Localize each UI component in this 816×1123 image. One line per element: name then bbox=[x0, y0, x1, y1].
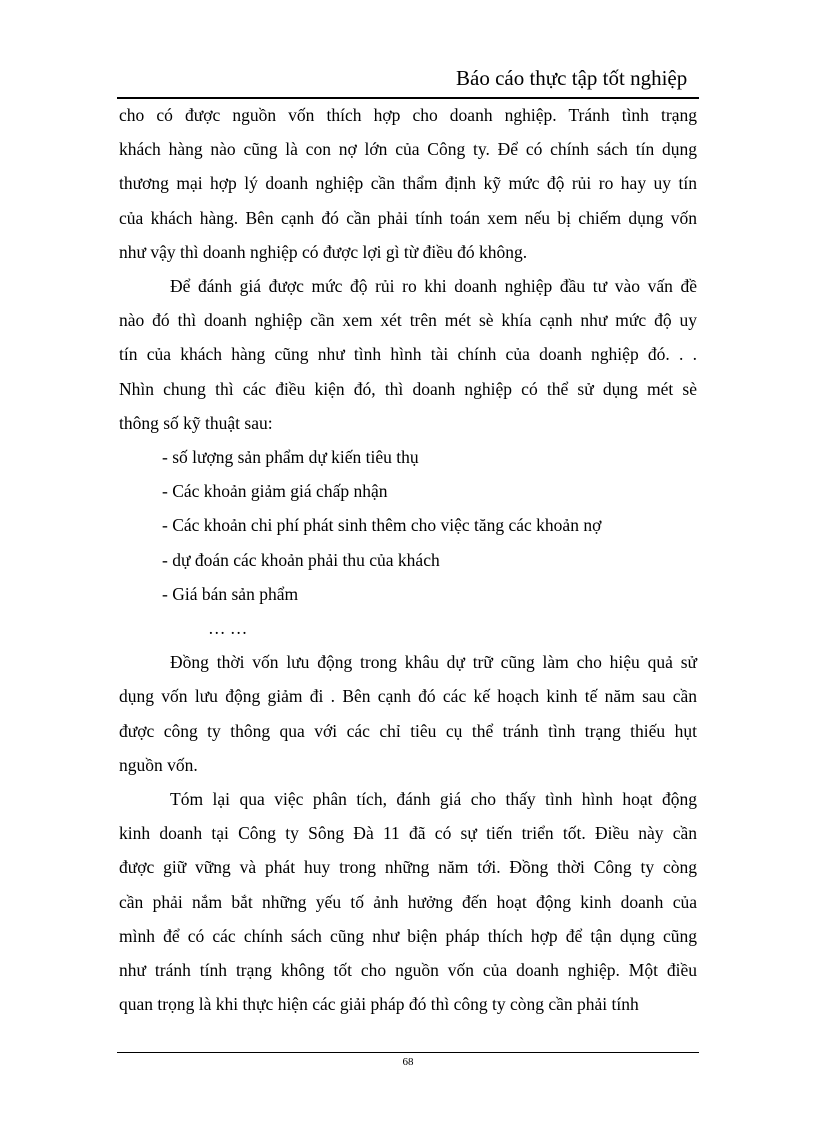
footer-rule bbox=[117, 1052, 699, 1053]
text-line: dụng vốn lưu động giảm đi . Bên cạnh đó các kế hoạch kinh tế năm sau cần bbox=[119, 686, 697, 707]
text-line: tín của khách hàng cũng như tình hình tài chính của doanh nghiệp đó. . . bbox=[119, 344, 697, 365]
text-line: quan trọng là khi thực hiện các giải pháp đó thì công ty còng cần phải tính bbox=[119, 994, 639, 1015]
list-item: - số lượng sản phẩm dự kiến tiêu thụ bbox=[162, 447, 419, 468]
text-line: cần phải nắm bắt những yếu tố ảnh hưởng đến hoạt động kinh doanh của bbox=[119, 891, 697, 912]
list-item: - Các khoản chi phí phát sinh thêm cho việc tăng các khoản nợ bbox=[162, 515, 602, 536]
technical-parameters-list bbox=[119, 440, 697, 645]
list-ellipsis: … … bbox=[208, 618, 248, 639]
page-number: 68 bbox=[402, 1056, 414, 1068]
text-line: thương mại hợp lý doanh nghiệp cần thẩm định kỹ mức độ rủi ro hay uy tín bbox=[119, 173, 697, 194]
text-line: thông số kỹ thuật sau: bbox=[119, 412, 273, 433]
text-line: Đồng thời vốn lưu động trong khâu dự trữ cũng làm cho hiệu quả sử bbox=[170, 652, 697, 673]
text-line: như tránh tính trạng không tốt cho nguồn vốn của doanh nghiệp. Một điều bbox=[119, 960, 697, 981]
text-line: Để đánh giá được mức độ rủi ro khi doanh nghiệp đầu tư vào vấn đề bbox=[170, 276, 697, 297]
page-body bbox=[119, 98, 697, 1021]
text-line: mình để có các chính sách cũng như biện pháp thích hợp để tận dụng cũng bbox=[119, 925, 697, 946]
list-item: - dự đoán các khoản phải thu của khách bbox=[162, 549, 440, 570]
paragraph-risk-assessment bbox=[119, 269, 697, 440]
text-line: như vậy thì doanh nghiệp có được lợi gì từ điều đó không. bbox=[119, 241, 528, 262]
text-line: nào đó thì doanh nghiệp cần xem xét trên mét sè khía cạnh như mức độ uy bbox=[119, 310, 697, 331]
text-line: Tóm lại qua việc phân tích, đánh giá cho thấy tình hình hoạt động bbox=[170, 789, 697, 810]
text-line: khách hàng nào cũng là con nợ lớn của Công ty. Để có chính sách tín dụng bbox=[119, 139, 697, 160]
text-line: cho có được nguồn vốn thích hợp cho doanh nghiệp. Tránh tình trạng bbox=[119, 105, 697, 125]
paragraph-working-capital bbox=[119, 645, 697, 782]
text-line: được công ty thông qua với các chỉ tiêu cụ thể tránh tình trạng thiếu hụt bbox=[119, 720, 697, 741]
list-item: - Giá bán sản phẩm bbox=[162, 583, 299, 604]
paragraph-conclusion bbox=[119, 782, 697, 1021]
paragraph-credit-policy bbox=[119, 98, 697, 269]
text-line: của khách hàng. Bên cạnh đó cần phải tính toán xem nếu bị chiếm dụng vốn bbox=[119, 207, 697, 228]
text-line: được giữ vững và phát huy trong những năm tới. Đồng thời Công ty còng bbox=[119, 857, 697, 878]
text-line: Nhìn chung thì các điều kiện đó, thì doanh nghiệp có thể sử dụng mét sè bbox=[119, 378, 697, 399]
text-line: kinh doanh tại Công ty Sông Đà 11 đã có sự tiến triển tốt. Điều này cần bbox=[119, 823, 697, 844]
text-line: nguồn vốn. bbox=[119, 754, 198, 775]
list-item: - Các khoản giảm giá chấp nhận bbox=[162, 481, 388, 502]
document-header-title: Báo cáo thực tập tốt nghiệp bbox=[456, 66, 688, 90]
